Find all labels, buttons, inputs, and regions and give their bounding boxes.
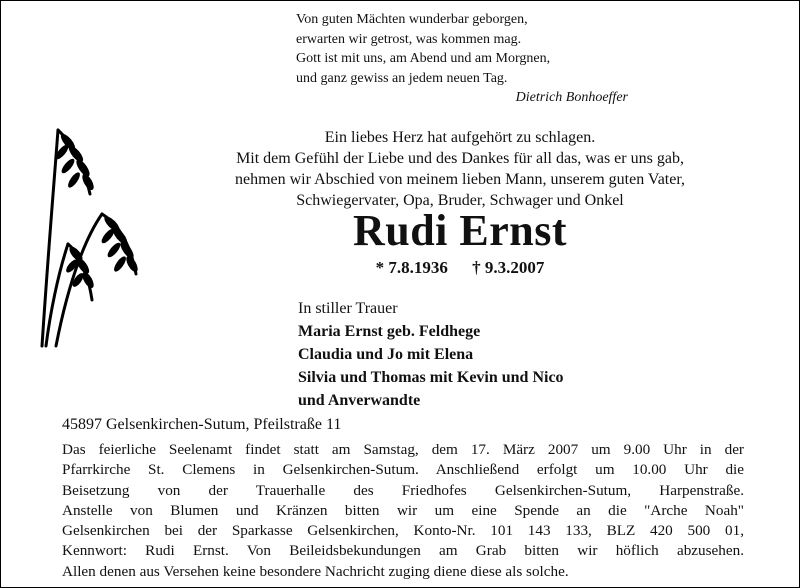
poem-line: Von guten Mächten wunderbar geborgen, (296, 12, 528, 27)
details-line: Kennwort: Rudi Ernst. Von Beileidsbekundungen am Grab bitten wir höflich abzusehen. (62, 542, 744, 560)
intro-line: Mit dem Gefühl der Liebe und des Dankes für all das, was er uns gab, (236, 150, 684, 167)
birth-date: * 7.8.1936 (375, 258, 448, 277)
mourners-block (298, 297, 564, 412)
service-details (62, 440, 744, 582)
mourners-heading: In stiller Trauer (298, 300, 398, 317)
details-line: Gelsenkirchen bei der Sparkasse Gelsenkirchen, Konto-Nr. 101 143 133, BLZ 420 500 01, (62, 522, 744, 540)
poem-line: erwarten wir getrost, was kommen mag. (296, 31, 522, 47)
poem-line: und ganz gewiss an jedem neuen Tag. (296, 70, 508, 86)
details-line: Beisetzung von der Trauerhalle des Friedhofes Gelsenkirchen-Sutum, Harpenstraße. (62, 481, 744, 499)
details-line: Pfarrkirche St. Clemens in Gelsenkirchen-Sutum. Anschließend erfolgt um 10.00 Uhr die (62, 461, 744, 479)
mourner-entry: Silvia und Thomas mit Kevin und Nico (298, 369, 564, 386)
mourner-entry: und Anverwandte (298, 392, 421, 409)
intro-line: Schwiegervater, Opa, Bruder, Schwager und Onkel (296, 192, 624, 209)
wheat-stalks-icon (28, 124, 146, 348)
intro-line: Ein liebes Herz hat aufgehört zu schlagen. (324, 129, 596, 146)
life-dates (150, 258, 770, 278)
details-line: Anstelle von Blumen und Kränzen bitten wir um eine Spende an die "Arche Noah" (62, 501, 744, 519)
intro-line: nehmen wir Abschied von meinem lieben Mann, unserem guten Vater, (234, 171, 686, 188)
poem-author: Dietrich Bonhoeffer (515, 90, 628, 105)
details-line: Das feierliche Seelenamt findet statt am Samstag, dem 17. März 2007 um 9.00 Uhr in der (62, 441, 744, 458)
poem-line: Gott ist mit uns, am Abend und am Morgnen, (296, 51, 551, 66)
details-line: Allen denen aus Versehen keine besondere Nachricht zuging diene diese als solche. (62, 562, 569, 580)
deceased-name: Rudi Ernst (352, 206, 568, 255)
family-address: 45897 Gelsenkirchen-Sutum, Pfeilstraße 11 (62, 416, 342, 433)
death-date: † 9.3.2007 (472, 258, 545, 277)
intro-text (150, 127, 770, 211)
mourner-entry: Maria Ernst geb. Feldhege (298, 323, 481, 340)
mourner-entry: Claudia und Jo mit Elena (298, 346, 474, 363)
poem-quote (296, 10, 636, 108)
